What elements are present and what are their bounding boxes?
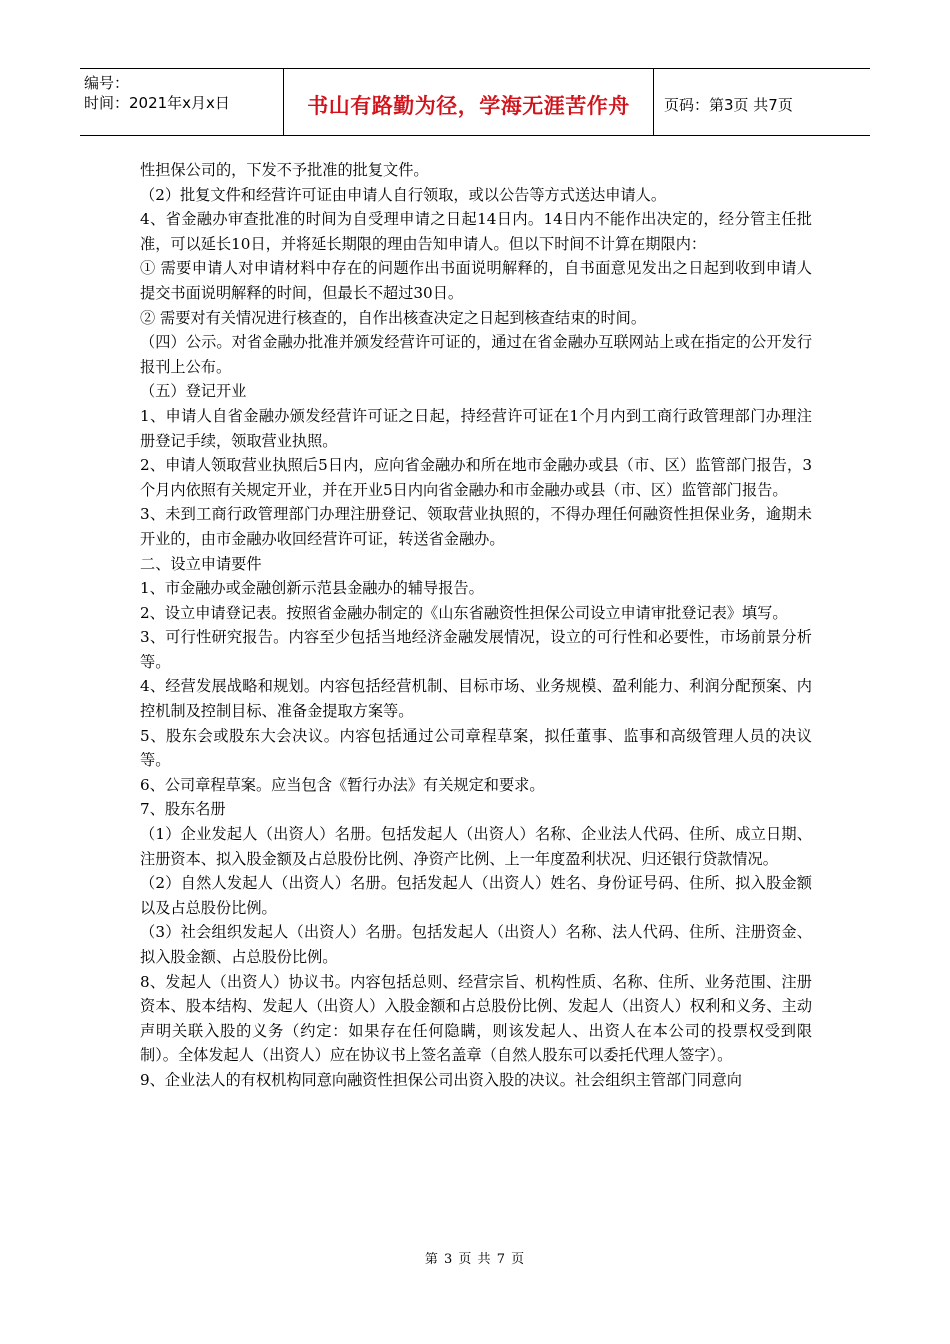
paragraph: （五）登记开业 xyxy=(140,382,247,401)
header-meta xyxy=(80,69,284,135)
paragraph: 1、市金融办或金融创新示范县金融办的辅导报告。 xyxy=(140,579,484,598)
paragraph: 性担保公司的，下发不予批准的批复文件。 xyxy=(140,161,429,179)
paragraph: 2、申请人领取营业执照后5日内，应向省金融办和所在地市金融办或县（市、区）监管部门报告，3个月内依照有关规定开业，并在开业5日内向省金融办和市金融办或县（市、区）监管部门报告。 xyxy=(140,456,812,499)
paragraph: 8、发起人（出资人）协议书。内容包括总则、经营宗旨、机构性质、名称、住所、业务范围、注册资本、股本结构、发起人（出资人）入股金额和占总股份比例、发起人（出资人）权利和义务、主动声明关联入股的义务（约定：如果存在任何隐瞒，则该发起人、出资人在本公司的投票权受到限制）。全体发起人（出资人）应在协议书上签名盖章（自然人股东可以委托代理人签字）。 xyxy=(140,972,812,1065)
paragraph: （2）批复文件和经营许可证由申请人自行领取，或以公告等方式送达申请人。 xyxy=(140,185,667,204)
paragraph: ② 需要对有关情况进行核查的，自作出核查决定之日起到核查结束的时间。 xyxy=(140,308,647,327)
section-heading: 二、设立申请要件 xyxy=(140,554,262,573)
page-header xyxy=(80,68,870,136)
document-body xyxy=(140,158,812,1093)
page-footer: 第 3 页 共 7 页 xyxy=(424,1252,526,1267)
paragraph: 4、省金融办审查批准的时间为自受理申请之日起14日内。14日内不能作出决定的，经分管主任批准，可以延长10日，并将延长期限的理由告知申请人。但以下时间不计算在期限内： xyxy=(140,210,812,253)
paragraph: ① 需要申请人对申请材料中存在的问题作出书面说明解释的，自书面意见发出之日起到收到申请人提交书面说明解释的时间，但最长不超过30日。 xyxy=(140,259,812,302)
motto: 书山有路勤为径，学海无涯苦作舟 xyxy=(284,69,654,135)
paragraph: 7、股东名册 xyxy=(140,800,226,819)
paragraph: 5、股东会或股东大会决议。内容包括通过公司章程草案，拟任董事、监事和高级管理人员的决议等。 xyxy=(140,726,812,770)
paragraph: （四）公示。对省金融办批准并颁发经营许可证的，通过在省金融办互联网站上或在指定的公开发行报刊上公布。 xyxy=(140,333,812,376)
paragraph: 3、可行性研究报告。内容至少包括当地经济金融发展情况，设立的可行性和必要性，市场前景分析等。 xyxy=(140,628,812,671)
paragraph: 6、公司章程草案。应当包含《暂行办法》有关规定和要求。 xyxy=(140,775,545,794)
paragraph: 2、设立申请登记表。按照省金融办制定的《山东省融资性担保公司设立申请审批登记表》填写。 xyxy=(140,603,788,622)
paragraph: （1）企业发起人（出资人）名册。包括发起人（出资人）名称、企业法人代码、住所、成立日期、注册资本、拟入股金额及占总股份比例、净资产比例、上一年度盈利状况、归还银行贷款情况。 xyxy=(140,825,812,868)
paragraph: 9、企业法人的有权机构同意向融资性担保公司出资入股的决议。社会组织主管部门同意向 xyxy=(140,1070,742,1089)
paragraph: （2）自然人发起人（出资人）名册。包括发起人（出资人）姓名、身份证号码、住所、拟入股金额以及占总股份比例。 xyxy=(140,874,812,917)
paragraph: 4、经营发展战略和规划。内容包括经营机制、目标市场、业务规模、盈利能力、利润分配预案、内控机制及控制目标、准备金提取方案等。 xyxy=(140,677,812,721)
paragraph: 3、未到工商行政管理部门办理注册登记、领取营业执照的，不得办理任何融资性担保业务，逾期未开业的，由市金融办收回经营许可证，转送省金融办。 xyxy=(140,505,812,548)
page-number-label: 页码：第3页 共7页 xyxy=(664,95,793,114)
paragraph: 1、申请人自省金融办颁发经营许可证之日起，持经营许可证在1个月内到工商行政管理部门办理注册登记手续，领取营业执照。 xyxy=(140,406,812,450)
paragraph: （3）社会组织发起人（出资人）名册。包括发起人（出资人）名称、法人代码、住所、注册资金、拟入股金额、占总股份比例。 xyxy=(140,923,812,966)
time-label: 时间：2021年x月x日 xyxy=(84,94,230,112)
code-label: 编号： xyxy=(84,74,130,92)
